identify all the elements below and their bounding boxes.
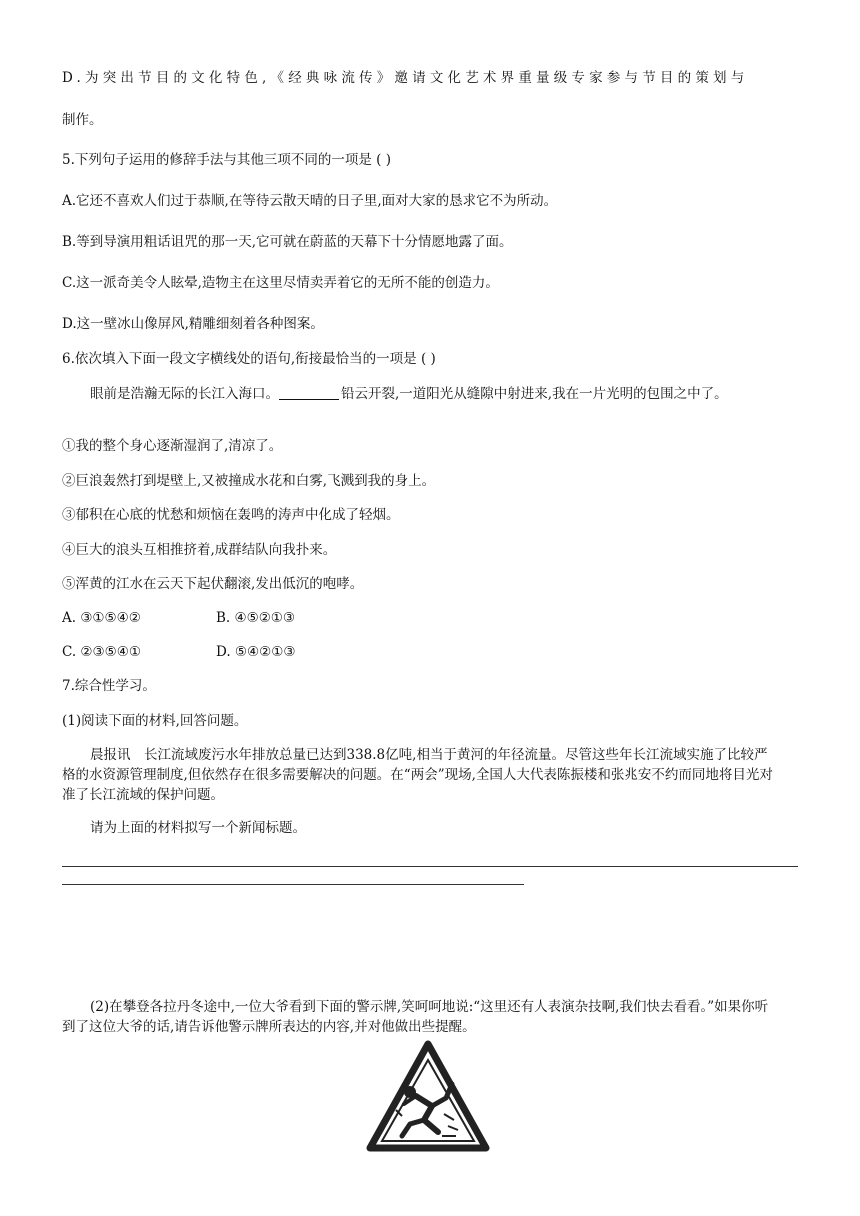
q7-part1-material: 晨报讯 长江流域废污水年排放总量已达到338.8亿吨,相当于黄河的年径流量。尽管这些年长江流域实施了比较严格的水资源管理制度,但依然存在很多需要解决的问题。在“两会”现场,全国人大代表陈振楼和张兆安不约而同地将目光对准了长江流域的保护问题。: [62, 747, 773, 803]
q5-option-b: B.等到导演用粗话诅咒的那一天,它可就在蔚蓝的天幕下十分情愿地露了面。: [62, 234, 513, 250]
q6-sentence-4: ④巨大的浪头互相推挤着,成群结队向我扑来。: [62, 542, 337, 558]
answer-line-1[interactable]: [62, 866, 798, 867]
q7-part2-text: (2)在攀登各拉丹冬途中,一位大爷看到下面的警示牌,笑呵呵地说:“这里还有人表演杂技啊,我们快去看看。”如果你听到了这位大爷的话,请告诉他警示牌所表达的内容,并对他做出些提醒。: [62, 999, 769, 1035]
q4-option-d-line2: 制作。: [62, 112, 103, 128]
q7-part1-task: 请为上面的材料拟写一个新闻标题。: [90, 820, 306, 836]
q6-fill-blank[interactable]: [279, 385, 339, 400]
q6-passage-after: 铅云开裂,一道阳光从缝隙中射进来,我在一片光明的包围之中了。: [341, 386, 728, 402]
q6-sentence-1: ①我的整个身心逐渐湿润了,清凉了。: [62, 438, 283, 454]
q7-part1-title: (1)阅读下面的材料,回答问题。: [62, 713, 248, 729]
q6-sentence-3: ③郁积在心底的忧愁和烦恼在轰鸣的涛声中化成了轻烟。: [62, 507, 400, 523]
q6-choice-d: D. ⑤④②①③: [216, 644, 296, 660]
q6-sentence-2: ②巨浪轰然打到堤壁上,又被撞成水花和白雾,飞溅到我的身上。: [62, 473, 436, 489]
q6-sentence-5: ⑤浑黄的江水在云天下起伏翻滚,发出低沉的咆哮。: [62, 576, 364, 592]
q6-choice-b: B. ④⑤②①③: [216, 610, 296, 626]
q5-option-c: C.这一派奇美令人眩晕,造物主在这里尽情卖弄着它的无所不能的创造力。: [62, 275, 499, 291]
q6-choice-a: A. ③①⑤④②: [62, 610, 141, 626]
q6-passage: [62, 384, 776, 404]
q5-option-d: D.这一壁冰山像屏风,精雕细刻着各种图案。: [62, 316, 324, 332]
q5-option-a: A.它还不喜欢人们过于恭顺,在等待云散天晴的日子里,面对大家的恳求它不为所动。: [62, 193, 558, 209]
q4-option-d-line1: D.为突出节目的文化特色,《经典咏流传》邀请文化艺术界重量级专家参与节目的策划与: [62, 70, 749, 86]
falling-person-warning-icon: [366, 1040, 490, 1152]
q6-stem: 6.依次填入下面一段文字横线处的语句,衔接最恰当的一项是 ( ): [62, 351, 436, 367]
q5-stem: 5.下列句子运用的修辞手法与其他三项不同的一项是 ( ): [62, 152, 391, 168]
q7-stem: 7.综合性学习。: [62, 678, 156, 694]
q6-passage-before: 眼前是浩瀚无际的长江入海口。: [90, 386, 279, 402]
q6-choice-c: C. ②③⑤④①: [62, 644, 141, 660]
answer-line-2[interactable]: [62, 884, 524, 885]
